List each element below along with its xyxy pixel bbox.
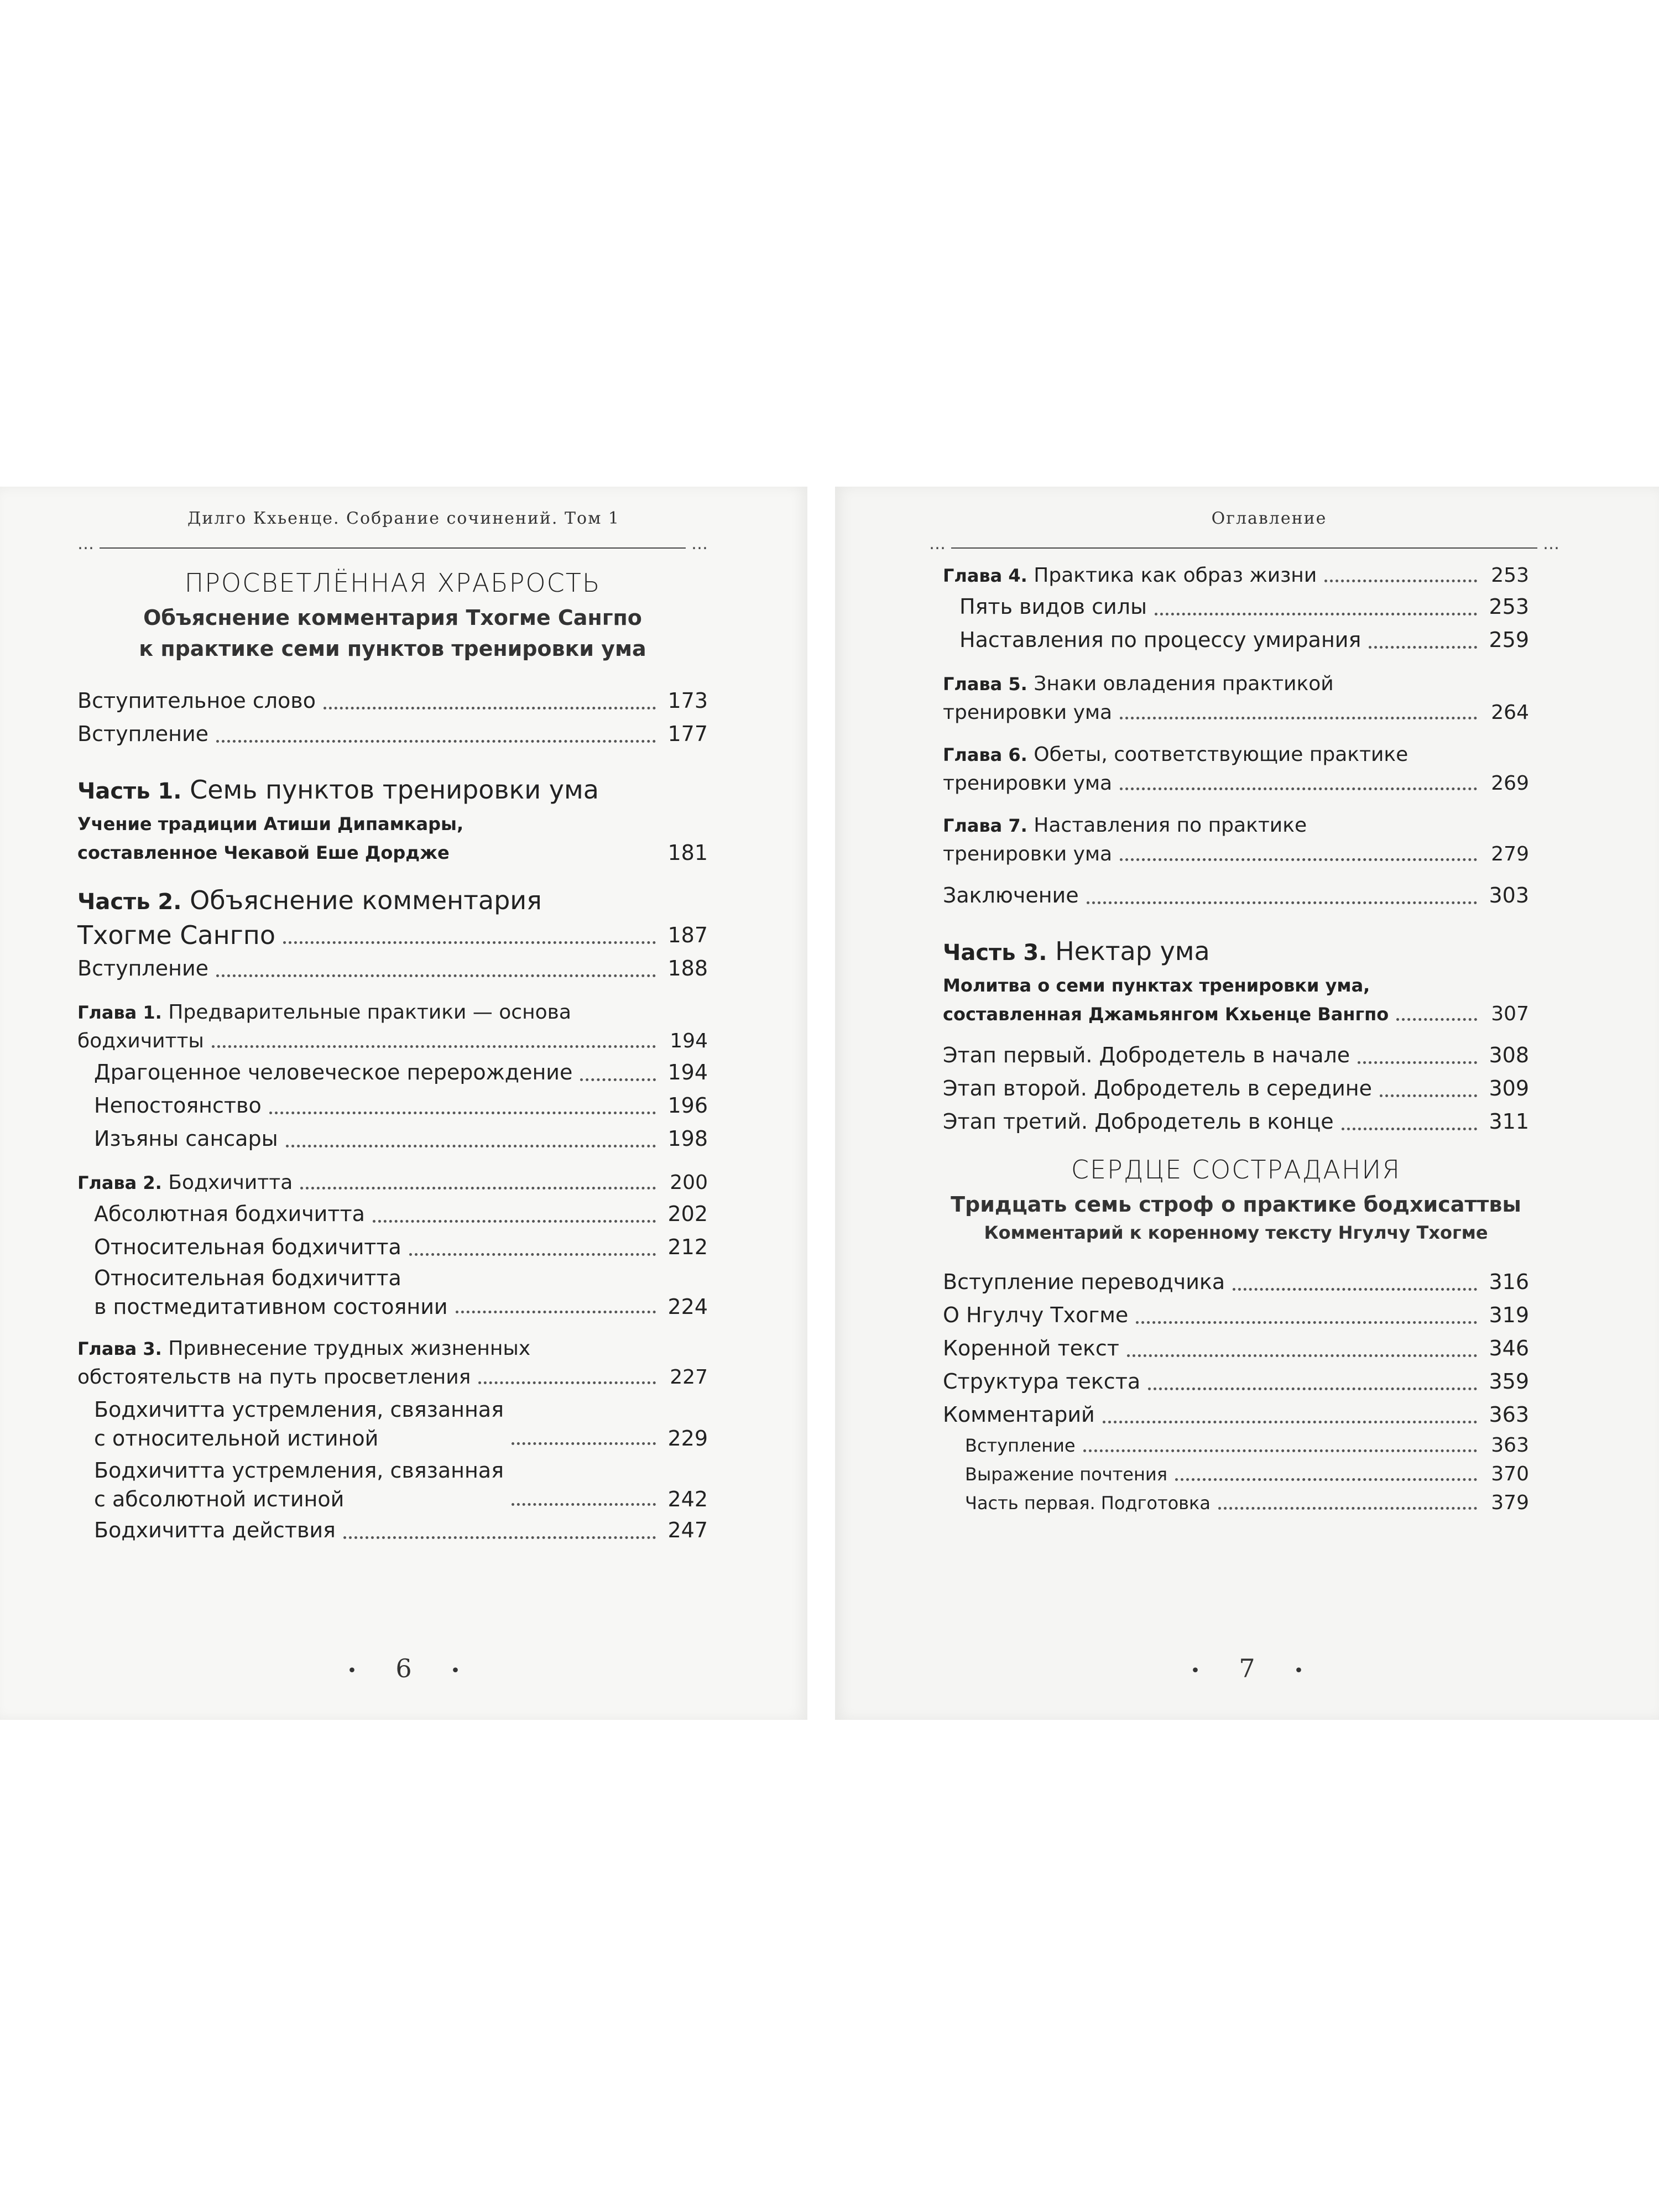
section-subtitle: Тридцать семь строф о практике бодхисаттвы bbox=[951, 1192, 1521, 1217]
section-subtitle: Комментарий к коренному тексту Нгулчу Тхогме bbox=[984, 1222, 1488, 1243]
toc-entry[interactable]: Этап третий. Добродетель в конце 311 bbox=[943, 1109, 1529, 1134]
part-heading[interactable]: Часть 3. Нектар ума bbox=[943, 936, 1210, 966]
running-head: Оглавление bbox=[1211, 509, 1327, 528]
toc-entry[interactable]: Вступление переводчика 316 bbox=[943, 1270, 1529, 1294]
toc-entry[interactable]: Пять видов силы 253 bbox=[959, 594, 1529, 619]
toc-entry[interactable]: Вступительное слово 173 bbox=[77, 688, 708, 713]
toc-entry[interactable]: Этап первый. Добродетель в начале 308 bbox=[943, 1043, 1529, 1067]
toc-entry[interactable]: Наставления по процессу умирания 259 bbox=[959, 628, 1529, 652]
toc-entry[interactable]: Учение традиции Атиши Дипамкары, составленное Чекавой Еше Дордже 181 bbox=[77, 813, 708, 865]
toc-entry[interactable]: Молитва о семи пунктах тренировки ума, составленная Джамьянгом Кхьенце Вангпо 307 bbox=[943, 975, 1529, 1025]
toc-entry[interactable]: Бодхичитта устремления, связанная с абсолютной истиной 242 bbox=[94, 1458, 708, 1511]
toc-entry[interactable]: Бодхичитта устремления, связанная с относительной истиной 229 bbox=[94, 1397, 708, 1451]
chapter-heading[interactable]: Глава 6. Обеты, соответствующие практике тренировки ума 269 bbox=[943, 743, 1529, 795]
chapter-heading[interactable]: Глава 7. Наставления по практике тренировки ума 279 bbox=[943, 814, 1529, 865]
chapter-heading[interactable]: Глава 4. Практика как образ жизни 253 bbox=[943, 564, 1529, 587]
toc-entry[interactable]: Вступление 177 bbox=[77, 722, 708, 746]
page-number: • 6 • bbox=[347, 1653, 461, 1683]
toc-entry[interactable]: Вступление 363 bbox=[965, 1434, 1529, 1457]
chapter-heading[interactable]: Глава 1. Предварительные практики — основа бодхичитты 194 bbox=[77, 1001, 708, 1052]
section-title: СЕРДЦЕ СОСТРАДАНИЯ bbox=[1071, 1155, 1401, 1185]
toc-entry[interactable]: Относительная бодхичитта в постмедитативном состоянии 224 bbox=[94, 1266, 708, 1319]
toc-entry[interactable]: О Нгулчу Тхогме 319 bbox=[943, 1303, 1529, 1327]
toc-entry[interactable]: Абсолютная бодхичитта 202 bbox=[94, 1202, 708, 1226]
chapter-heading[interactable]: Глава 5. Знаки овладения практикой тренировки ума 264 bbox=[943, 672, 1529, 724]
toc-entry[interactable]: Коренной текст 346 bbox=[943, 1336, 1529, 1360]
running-head: Дилго Кхьенце. Собрание сочинений. Том 1 bbox=[187, 509, 620, 528]
page-number: • 7 • bbox=[1190, 1653, 1304, 1683]
header-rule bbox=[951, 547, 1537, 549]
toc-entry[interactable]: Бодхичитта действия 247 bbox=[94, 1518, 708, 1542]
toc-right bbox=[943, 561, 1529, 1517]
part-heading[interactable]: Часть 1. Семь пунктов тренировки ума bbox=[77, 775, 599, 805]
toc-entry[interactable]: Комментарий 363 bbox=[943, 1402, 1529, 1427]
section-subtitle: к практике семи пунктов тренировки ума bbox=[139, 637, 646, 661]
chapter-heading[interactable]: Глава 2. Бодхичитта 200 bbox=[77, 1171, 708, 1194]
toc-entry[interactable]: Драгоценное человеческое перерождение 194 bbox=[94, 1060, 708, 1084]
toc-entry[interactable]: Заключение 303 bbox=[943, 883, 1529, 907]
section-title: ПРОСВЕТЛЁННАЯ ХРАБРОСТЬ bbox=[184, 568, 601, 598]
toc-entry[interactable]: Вступление 188 bbox=[77, 956, 708, 980]
toc-entry[interactable]: Структура текста 359 bbox=[943, 1369, 1529, 1394]
toc-entry[interactable]: Этап второй. Добродетель в середине 309 bbox=[943, 1076, 1529, 1100]
left-page bbox=[0, 487, 807, 1720]
toc-entry[interactable]: Изъяны сансары 198 bbox=[94, 1126, 708, 1151]
toc-entry[interactable]: Относительная бодхичитта 212 bbox=[94, 1235, 708, 1259]
toc-entry[interactable]: Часть первая. Подготовка 379 bbox=[965, 1491, 1529, 1514]
right-page bbox=[835, 487, 1659, 1720]
toc-left bbox=[77, 561, 708, 1547]
chapter-heading[interactable]: Глава 3. Привнесение трудных жизненных обстоятельств на путь просветления 227 bbox=[77, 1337, 708, 1389]
section-subtitle: Объяснение комментария Тхогме Сангпо bbox=[143, 606, 642, 630]
toc-entry[interactable]: Выражение почтения 370 bbox=[965, 1463, 1529, 1485]
toc-entry[interactable]: Непостоянство 196 bbox=[94, 1093, 708, 1118]
header-rule bbox=[100, 547, 686, 549]
part-heading[interactable]: Часть 2. Объяснение комментария Тхогме Сангпо 187 bbox=[77, 885, 708, 950]
